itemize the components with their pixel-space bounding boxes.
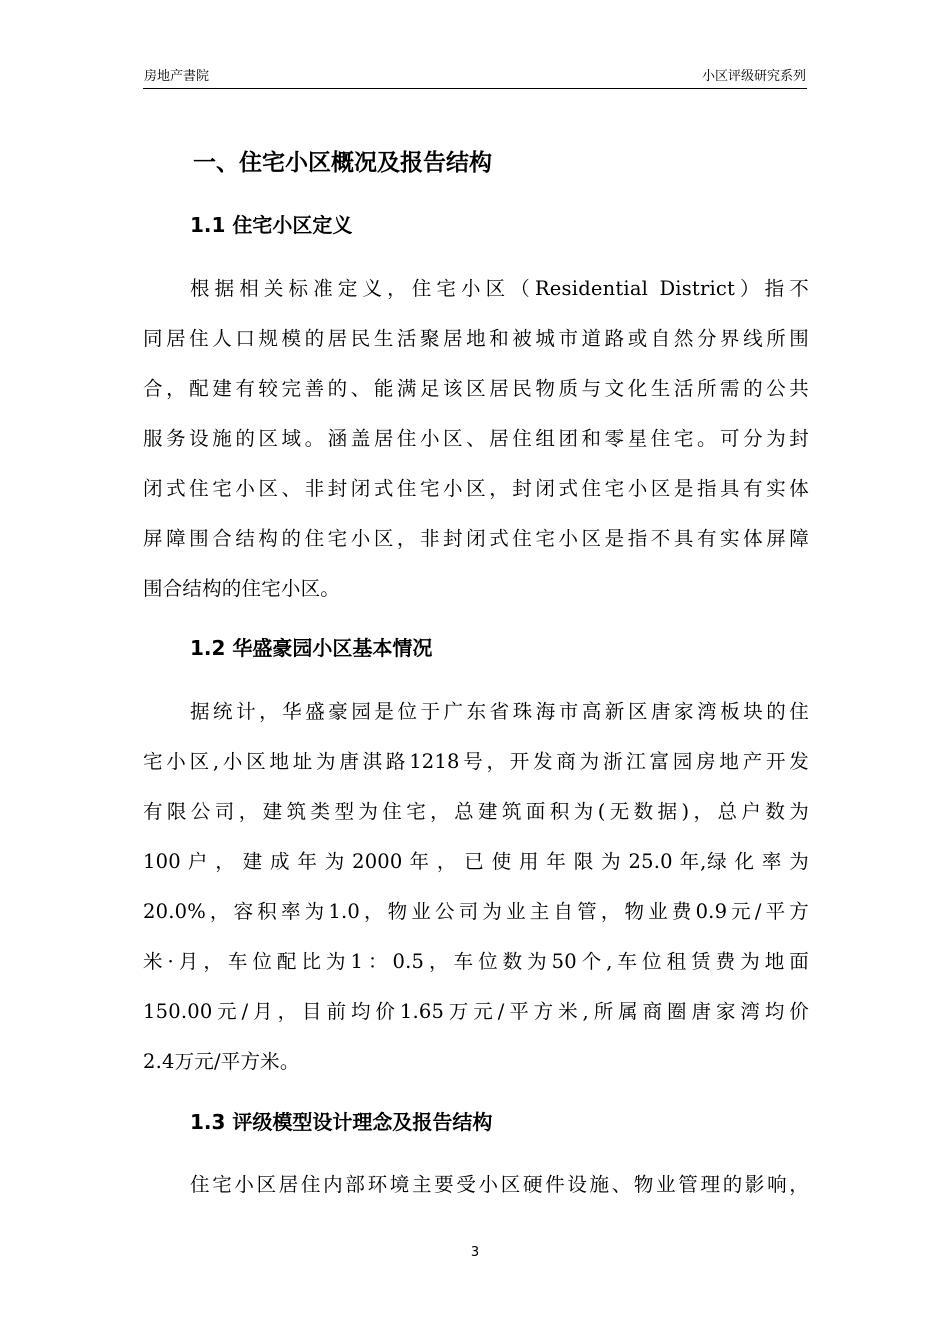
paragraph-line: 宅小区,小区地址为唐淇路1218号，开发商为浙江富园房地产开发: [143, 750, 809, 773]
header-publisher: 房地产書院: [144, 69, 210, 84]
paragraph-line: 150.00元/月，目前均价1.65万元/平方米,所属商圈唐家湾均价: [143, 1000, 809, 1023]
section-title-1-3: 1.3 评级模型设计理念及报告结构: [190, 1110, 493, 1134]
paragraph-line: 住宅小区居住内部环境主要受小区硬件设施、物业管理的影响，: [190, 1173, 809, 1196]
page-number: 3: [470, 1245, 480, 1260]
paragraph-line: 2.4万元/平方米。: [143, 1050, 300, 1073]
paragraph-line: 围合结构的住宅小区。: [143, 577, 341, 600]
paragraph-line: 屏障围合结构的住宅小区，非封闭式住宅小区是指不具有实体屏障: [143, 527, 809, 550]
paragraph-line: 服务设施的区域。涵盖居住小区、居住组团和零星住宅。可分为封: [143, 427, 809, 450]
page-header: [143, 66, 807, 89]
paragraph-line: 闭式住宅小区、非封闭式住宅小区，封闭式住宅小区是指具有实体: [143, 477, 809, 500]
paragraph-line: 同居住人口规模的居民生活聚居地和被城市道路或自然分界线所围: [143, 327, 809, 350]
paragraph-rating-model-design: [143, 1160, 809, 1210]
paragraph-line: 米·月，车位配比为1：0.5，车位数为50个,车位租赁费为地面: [143, 950, 809, 973]
paragraph-community-basic-info: [143, 687, 809, 1087]
paragraph-residential-district-definition: [143, 264, 809, 614]
chapter-title: 一、住宅小区概况及报告结构: [193, 150, 492, 176]
section-title-1-2: 1.2 华盛豪园小区基本情况: [190, 636, 433, 660]
paragraph-line: 100 户 ， 建 成 年 为 2000 年 ， 已 使 用 年 限 为 25.0 年,绿 化 率 为: [143, 850, 809, 873]
paragraph-line: 据统计，华盛豪园是位于广东省珠海市高新区唐家湾板块的住: [190, 700, 809, 723]
paragraph-line: 有限公司，建筑类型为住宅，总建筑面积为(无数据)，总户数为: [143, 800, 809, 823]
section-title-1-1: 1.1 住宅小区定义: [190, 213, 353, 237]
paragraph-line: 20.0%，容积率为1.0，物业公司为业主自管，物业费0.9元/平方: [143, 900, 809, 923]
paragraph-line: 合，配建有较完善的、能满足该区居民物质与文化生活所需的公共: [143, 377, 809, 400]
paragraph-line: 根据相关标准定义，住宅小区（Residential District）指不: [190, 277, 809, 300]
header-series-title: 小区评级研究系列: [701, 69, 806, 84]
